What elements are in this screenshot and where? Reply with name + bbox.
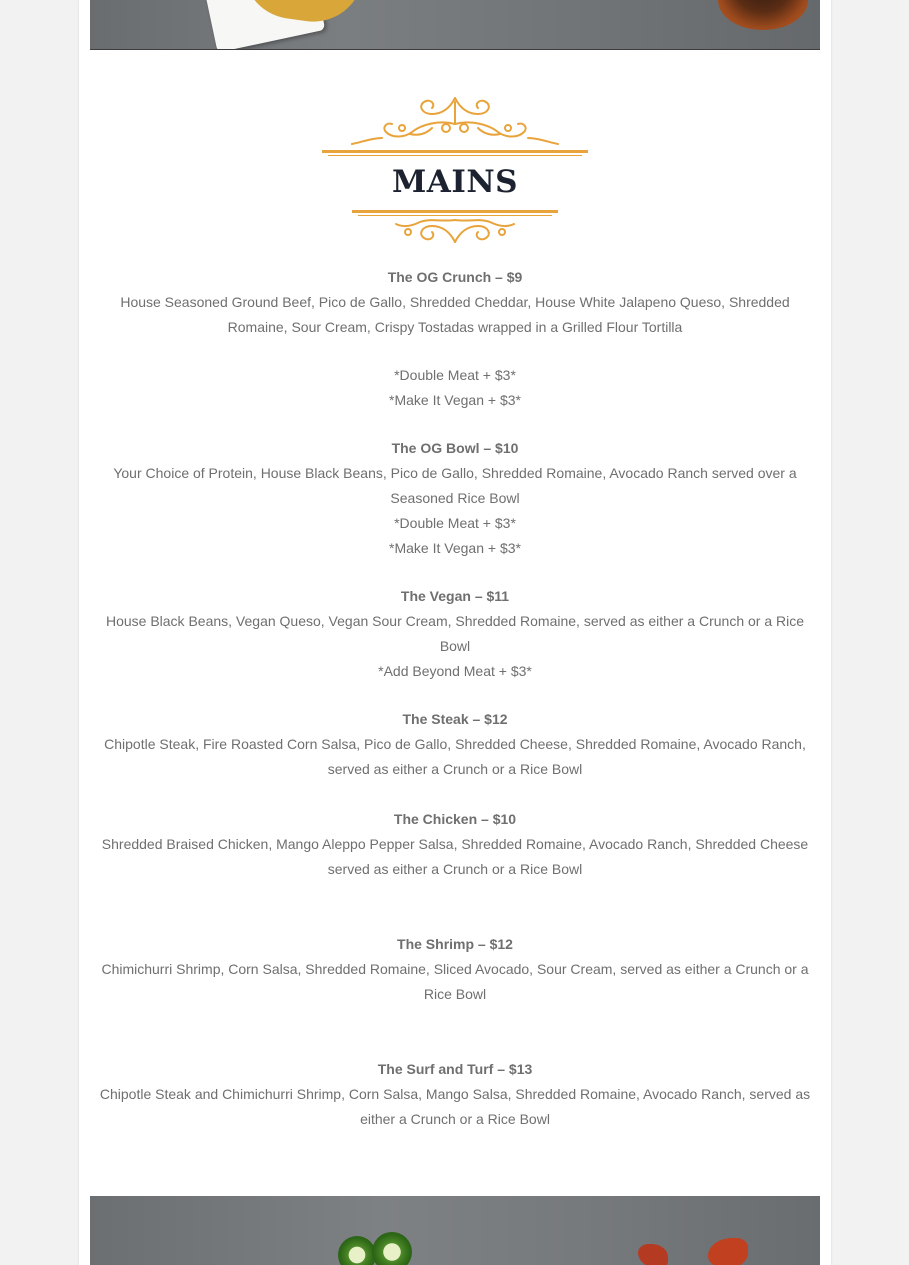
menu-page-card <box>79 0 831 1265</box>
section-title: MAINS <box>391 164 519 200</box>
item-name: The OG Bowl – $10 <box>391 440 519 456</box>
menu-item <box>89 436 821 561</box>
food-photo-top <box>90 0 820 50</box>
item-addon: *Make It Vegan + $3* <box>389 392 521 408</box>
item-addon: *Add Beyond Meat + $3* <box>378 663 532 679</box>
item-description: Chimichurri Shrimp, Corn Salsa, Shredded Romaine, Sliced Avocado, Sour Cream, served as either a Crunch or a Rice Bowl <box>101 961 809 1002</box>
menu-item <box>89 265 821 413</box>
item-addon: *Double Meat + $3* <box>394 515 516 531</box>
food-photo-bottom <box>90 1196 820 1265</box>
item-name: The Chicken – $10 <box>393 811 517 827</box>
menu-item <box>89 707 821 782</box>
item-addon: *Double Meat + $3* <box>394 367 516 383</box>
item-name: The Vegan – $11 <box>400 588 510 604</box>
sauce-bowl-image <box>718 0 808 30</box>
item-name: The Surf and Turf – $13 <box>377 1061 533 1077</box>
item-addon: *Make It Vegan + $3* <box>389 540 521 556</box>
item-description: Chipotle Steak and Chimichurri Shrimp, Corn Salsa, Mango Salsa, Shredded Romaine, Avocado Ranch, served as either a Crunch or a Rice Bowl <box>99 1086 811 1127</box>
menu-item <box>89 807 821 882</box>
item-description: House Black Beans, Vegan Queso, Vegan Sour Cream, Shredded Romaine, served as either a Crunch or a Rice Bowl <box>105 613 805 654</box>
menu-item <box>89 584 821 684</box>
salsa-splash-image <box>638 1244 668 1265</box>
jalapeno-slice-image <box>372 1232 412 1265</box>
item-name: The Shrimp – $12 <box>397 936 513 952</box>
item-description: Your Choice of Protein, House Black Beans, Pico de Gallo, Shredded Romaine, Avocado Ranch served over a Seasoned Rice Bowl <box>113 465 797 506</box>
menu-item <box>89 1057 821 1132</box>
item-description: Chipotle Steak, Fire Roasted Corn Salsa, Pico de Gallo, Shredded Cheese, Shredded Romaine, Avocado Ranch, served as either a Crunch or a Rice Bowl <box>104 736 806 777</box>
item-name: The Steak – $12 <box>402 711 508 727</box>
jalapeno-slice-image <box>338 1236 376 1265</box>
item-description: Shredded Braised Chicken, Mango Aleppo Pepper Salsa, Shredded Romaine, Avocado Ranch, Shredded Cheese served as either a Crunch or a Rice Bowl <box>101 836 809 877</box>
salsa-splash-image <box>708 1238 748 1265</box>
item-description: House Seasoned Ground Beef, Pico de Gallo, Shredded Cheddar, House White Jalapeno Queso, Shredded Romaine, Sour Cream, Crispy Tostadas wrapped in a Grilled Flour Tortilla <box>120 294 790 335</box>
menu-list <box>89 265 821 1132</box>
menu-item <box>89 932 821 1007</box>
item-name: The OG Crunch – $9 <box>387 269 523 285</box>
